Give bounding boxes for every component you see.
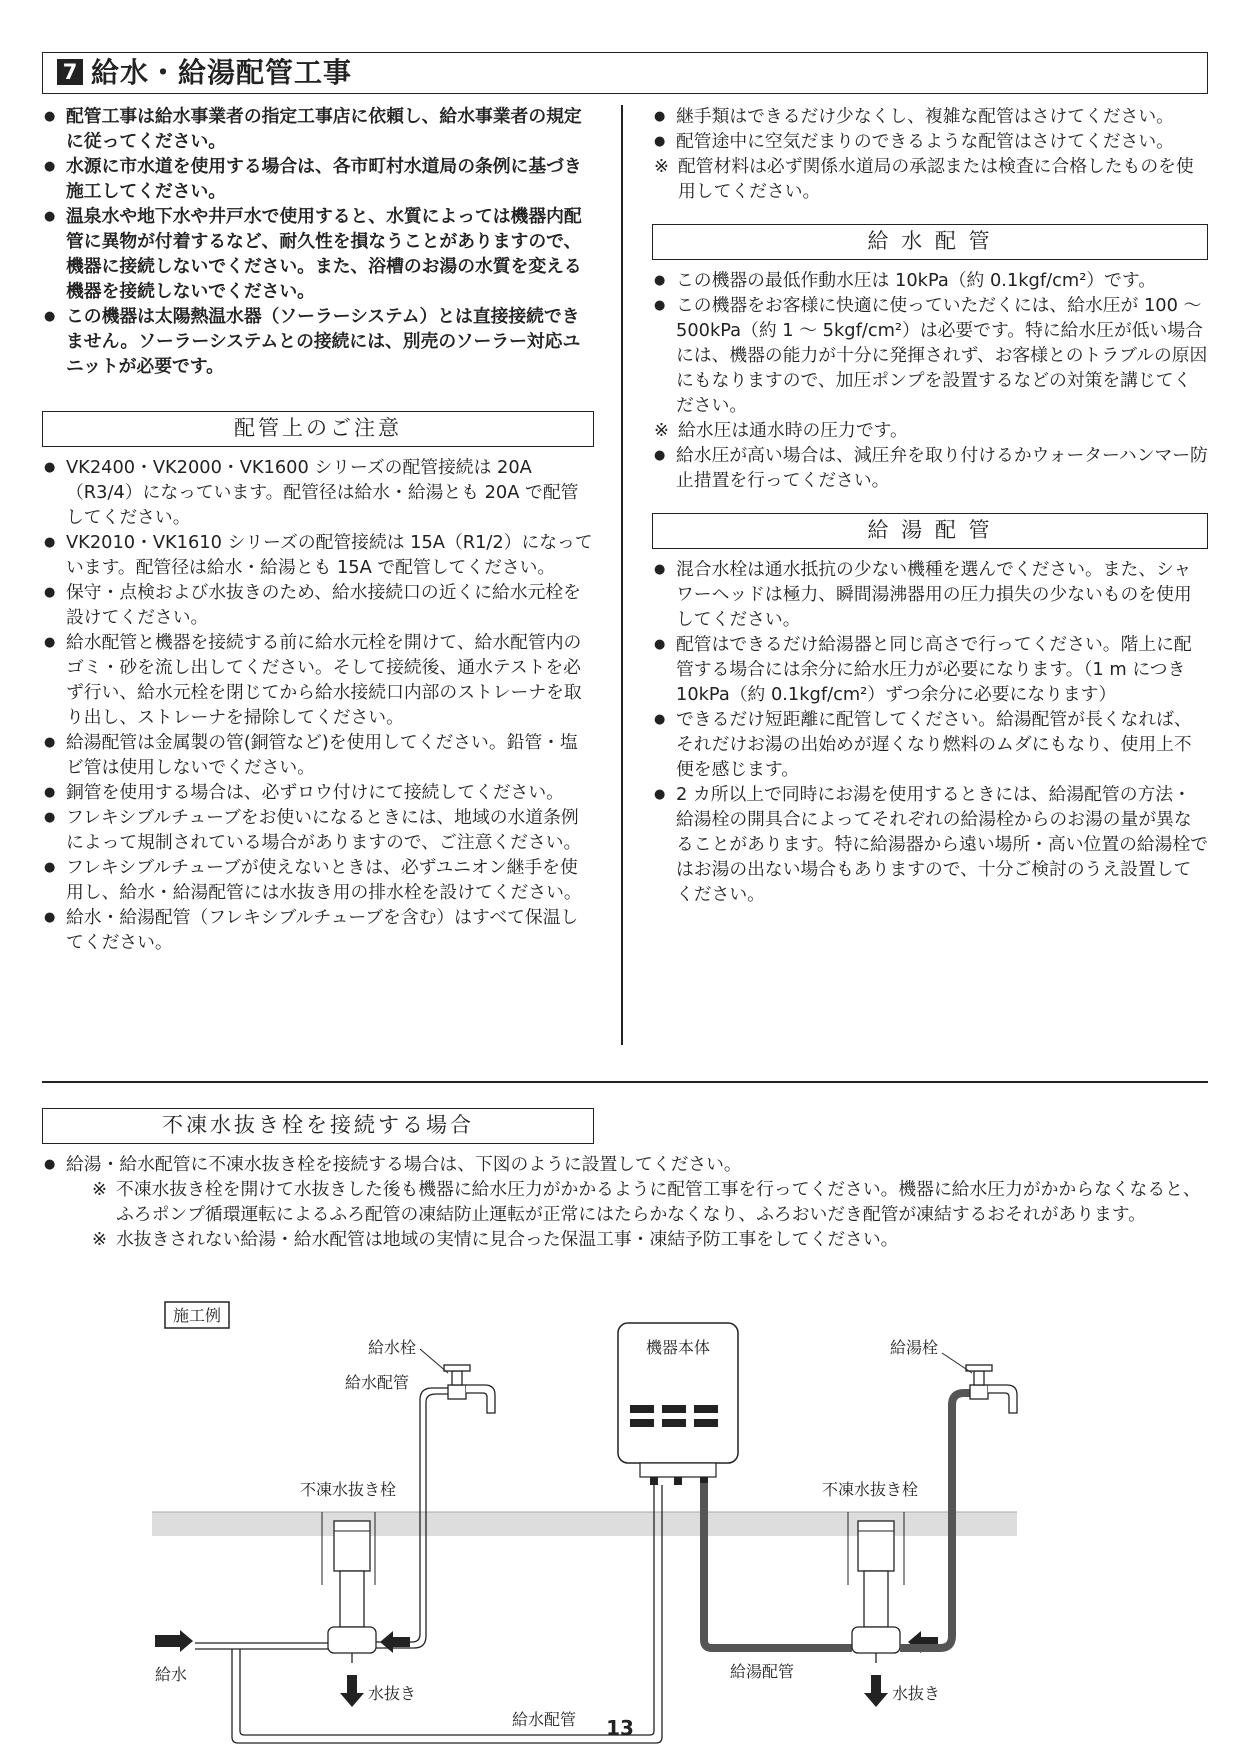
water-tap-icon xyxy=(444,1365,495,1413)
water-in-label: 給水 xyxy=(155,1665,188,1684)
caution-heading: 配管上のご注意 xyxy=(42,411,594,447)
water-supply-list-b xyxy=(652,443,1208,493)
antifreeze-text xyxy=(42,1152,1212,1252)
section-title: 給水・給湯配管工事 xyxy=(91,56,353,89)
hot-tap-label: 給湯栓 xyxy=(890,1338,939,1357)
section-number: 7 xyxy=(57,59,83,85)
water-supply-item: ● 給水圧が高い場合は、減圧弁を取り付けるかウォーターハンマー防止措置を行ってください。 xyxy=(652,443,1208,493)
intro-item: ● 配管工事は給水事業者の指定工事店に依頼し、給水事業者の規定に従ってください。 xyxy=(42,104,594,154)
drain-left-label: 水抜き xyxy=(368,1684,417,1703)
right-column xyxy=(652,104,1208,907)
intro-item: ● この機器は太陽熱温水器（ソーラーシステム）とは直接接続できません。ソーラーシステムとの接続には、別売のソーラー対応ユニットが必要です。 xyxy=(42,304,594,379)
section-title-bar xyxy=(42,52,1208,94)
water-tap-label: 給水栓 xyxy=(368,1338,417,1357)
caution-item: ● VK2010・VK1610 シリーズの配管接続は 15A（R1/2）になっています。配管径は給水・給湯とも 15A で配管してください。 xyxy=(42,530,594,580)
caution-item: ● 給湯配管は金属製の管(銅管など)を使用してください。鉛管・塩ビ管は使用しないでください。 xyxy=(42,730,594,780)
hot-water-item: ● 配管はできるだけ給湯器と同じ高さで行ってください。階上に配管する場合には余分に給水圧力が必要になります。（1 m につき 10kPa（約 0.1kgf/cm²）ずつ余分に必要になります） xyxy=(652,632,1208,707)
hot-water-item: ● できるだけ短距離に配管してください。給湯配管が長くなれば、それだけお湯の出始めが遅くなり燃料のムダにもなり、使用上不便を感じます。 xyxy=(652,707,1208,782)
material-note: ※ 配管材料は必ず関係水道局の承認または検査に合格したものを使用してください。 xyxy=(654,156,1194,202)
water-pressure-note: ※ 給水圧は通水時の圧力です。 xyxy=(654,420,908,441)
frost-valve-right xyxy=(858,1521,894,1571)
water-supply-item: ● この機器の最低作動水圧は 10kPa（約 0.1kgf/cm²）です。 xyxy=(652,268,1208,293)
caution-item: ● フレキシブルチューブが使えないときは、必ずユニオン継手を使用し、給水・給湯配管には水抜き用の排水栓を設けてください。 xyxy=(42,855,594,905)
water-supply-heading: 給 水 配 管 xyxy=(652,224,1208,260)
intro-item: ● 水源に市水道を使用する場合は、各市町村水道局の条例に基づき施工してください。 xyxy=(42,154,594,204)
page-number: 13 xyxy=(606,1716,634,1740)
antifreeze-note: ※ 水抜きされない給湯・給水配管は地域の実情に見合った保温工事・凍結予防工事をしてください。 xyxy=(92,1229,899,1250)
drain-right-label: 水抜き xyxy=(892,1684,941,1703)
antifreeze-note: ※ 不凍水抜き栓を開けて水抜きした後も機器に給水圧力がかかるように配管工事を行ってください。機器に給水圧力がかからなくなると、ふろポンプ循環運転によるふろ配管の凍結防止運転が正常にはたらかなくなり、ふろおいだき配管が凍結するおそれがあります。 xyxy=(92,1179,1201,1225)
hot-tap-icon xyxy=(966,1365,1017,1413)
antifreeze-item: ● 給湯・給水配管に不凍水抜き栓を接続する場合は、下図のように設置してください。 xyxy=(42,1152,1212,1177)
valve-right-label: 不凍水抜き栓 xyxy=(822,1480,919,1499)
caution-item: ● 給水配管と機器を接続する前に給水元栓を開けて、給水配管内のゴミ・砂を流し出してください。そして接続後、通水テストを必ず行い、給水元栓を閉じてから給水接続口内部のストレーナを取り出し、ストレーナを掃除してください。 xyxy=(42,630,594,730)
valve-left-label: 不凍水抜き栓 xyxy=(300,1480,397,1499)
left-column xyxy=(42,104,594,955)
hot-pipe-label: 給湯配管 xyxy=(730,1662,795,1681)
drain-arrow xyxy=(340,1675,364,1707)
caution-item: ● 銅管を使用する場合は、必ずロウ付けにて接続してください。 xyxy=(42,780,594,805)
right-intro-item: ● 配管途中に空気だまりのできるような配管はさけてください。 xyxy=(652,129,1208,154)
caution-item: ● 給水・給湯配管（フレキシブルチューブを含む）はすべて保温してください。 xyxy=(42,905,594,955)
caution-item: ● VK2400・VK2000・VK1600 シリーズの配管接続は 20A（R3/4）になっています。配管径は給水・給湯とも 20A で配管してください。 xyxy=(42,455,594,530)
hot-water-heading: 給 湯 配 管 xyxy=(652,513,1208,549)
water-pipe-upper-label: 給水配管 xyxy=(345,1373,410,1392)
section-divider xyxy=(42,1081,1208,1083)
frost-valve-left xyxy=(334,1521,370,1571)
caution-list xyxy=(42,455,594,955)
intro-list xyxy=(42,104,594,379)
water-supply-list xyxy=(652,268,1208,418)
right-intro-list xyxy=(652,104,1208,154)
right-intro-item: ● 継手類はできるだけ少なくし、複雑な配管はさけてください。 xyxy=(652,104,1208,129)
example-label: 施工例 xyxy=(172,1306,222,1325)
water-supply-item: ● この機器をお客様に快適に使っていただくには、給水圧が 100 ～ 500kPa（約 1 ～ 5kgf/cm²）は必要です。特に給水圧が低い場合には、機器の能力が十分に発揮されず、お客様とのトラブルの原因にもなりますので、加圧ポンプを設置するなどの対策を講じてください。 xyxy=(652,293,1208,418)
drain-arrow xyxy=(864,1675,888,1707)
intro-item: ● 温泉水や地下水や井戸水で使用すると、水質によっては機器内配管に異物が付着するなど、耐久性を損なうことがありますので、機器に接続しないでください。また、浴槽のお湯の水質を変える機器を接続しないでください。 xyxy=(42,204,594,304)
antifreeze-heading: 不凍水抜き栓を接続する場合 xyxy=(42,1108,594,1144)
antifreeze-list xyxy=(42,1152,1212,1177)
caution-item: ● 保守・点検および水抜きのため、給水接続口の近くに給水元栓を設けてください。 xyxy=(42,580,594,630)
column-divider xyxy=(621,105,623,1045)
flow-arrow xyxy=(155,1630,193,1652)
unit-label: 機器本体 xyxy=(645,1338,711,1357)
water-pipe-lower-label: 給水配管 xyxy=(512,1710,577,1729)
caution-item: ● フレキシブルチューブをお使いになるときには、地域の水道条例によって規制されている場合がありますので、ご注意ください。 xyxy=(42,805,594,855)
hot-water-item: ● 混合水栓は通水抵抗の少ない機種を選んでください。また、シャワーヘッドは極力、瞬間湯沸器用の圧力損失の少ないものを使用してください。 xyxy=(652,557,1208,632)
hot-water-item: ● 2 カ所以上で同時にお湯を使用するときには、給湯配管の方法・給湯栓の開具合によってそれぞれの給湯栓からのお湯の量が異なることがあります。特に給湯器から遠い場所・高い位置の給湯栓ではお湯の出ない場合もありますので、十分ご検討のうえ設置してください。 xyxy=(652,782,1208,907)
hot-water-list xyxy=(652,557,1208,907)
